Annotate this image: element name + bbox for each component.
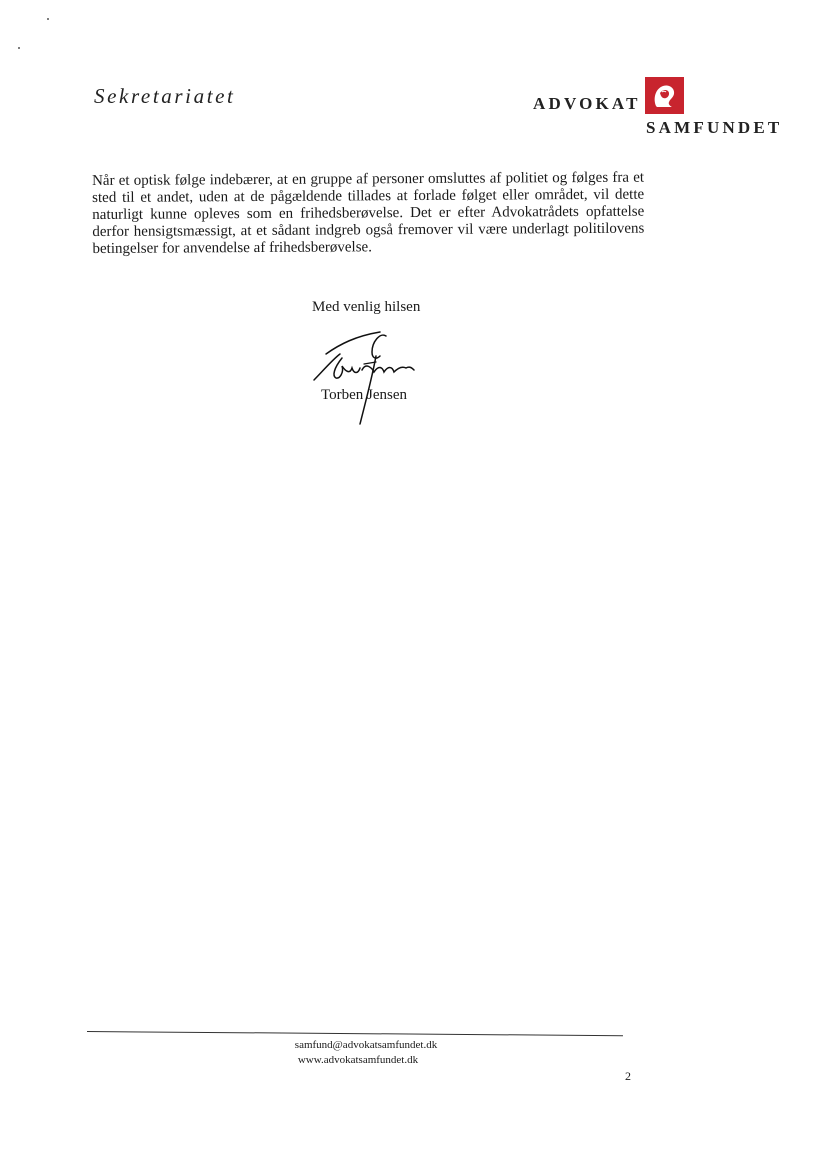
- closing-salutation: Med venlig hilsen: [312, 299, 421, 315]
- footer-divider: [87, 1031, 623, 1036]
- department-heading: Sekretariatet: [94, 84, 236, 108]
- scan-speck: [47, 18, 49, 20]
- bust-emblem-icon: [645, 77, 684, 114]
- letter-paragraph: Når et optisk følge indebærer, at en gruppe af personer omsluttes af politiet og følges fra et sted til et andet, uden at de pågældende tillades at forlade følget eller området, vil dette naturligt kunne opleves som en frihedsberøvelse. Det er efter Advokatrådets opfattelse derfor hensigtsmæssigt, at et sådant indgreb også fremover vil være underlagt politilovens betingelser for anvendelse af frihedsberøvelse.: [92, 169, 645, 257]
- handwritten-signature: [306, 328, 424, 438]
- logo-text-advokat: ADVOKAT: [533, 94, 641, 113]
- page-number: 2: [625, 1069, 631, 1083]
- footer-email: samfund@advokatsamfundet.dk: [294, 1039, 438, 1051]
- footer-website: www.advokatsamfundet.dk: [297, 1054, 419, 1066]
- scan-speck: [18, 47, 20, 49]
- signer-name: Torben Jensen: [321, 387, 408, 403]
- logo-text-samfundet: SAMFUNDET: [646, 118, 783, 137]
